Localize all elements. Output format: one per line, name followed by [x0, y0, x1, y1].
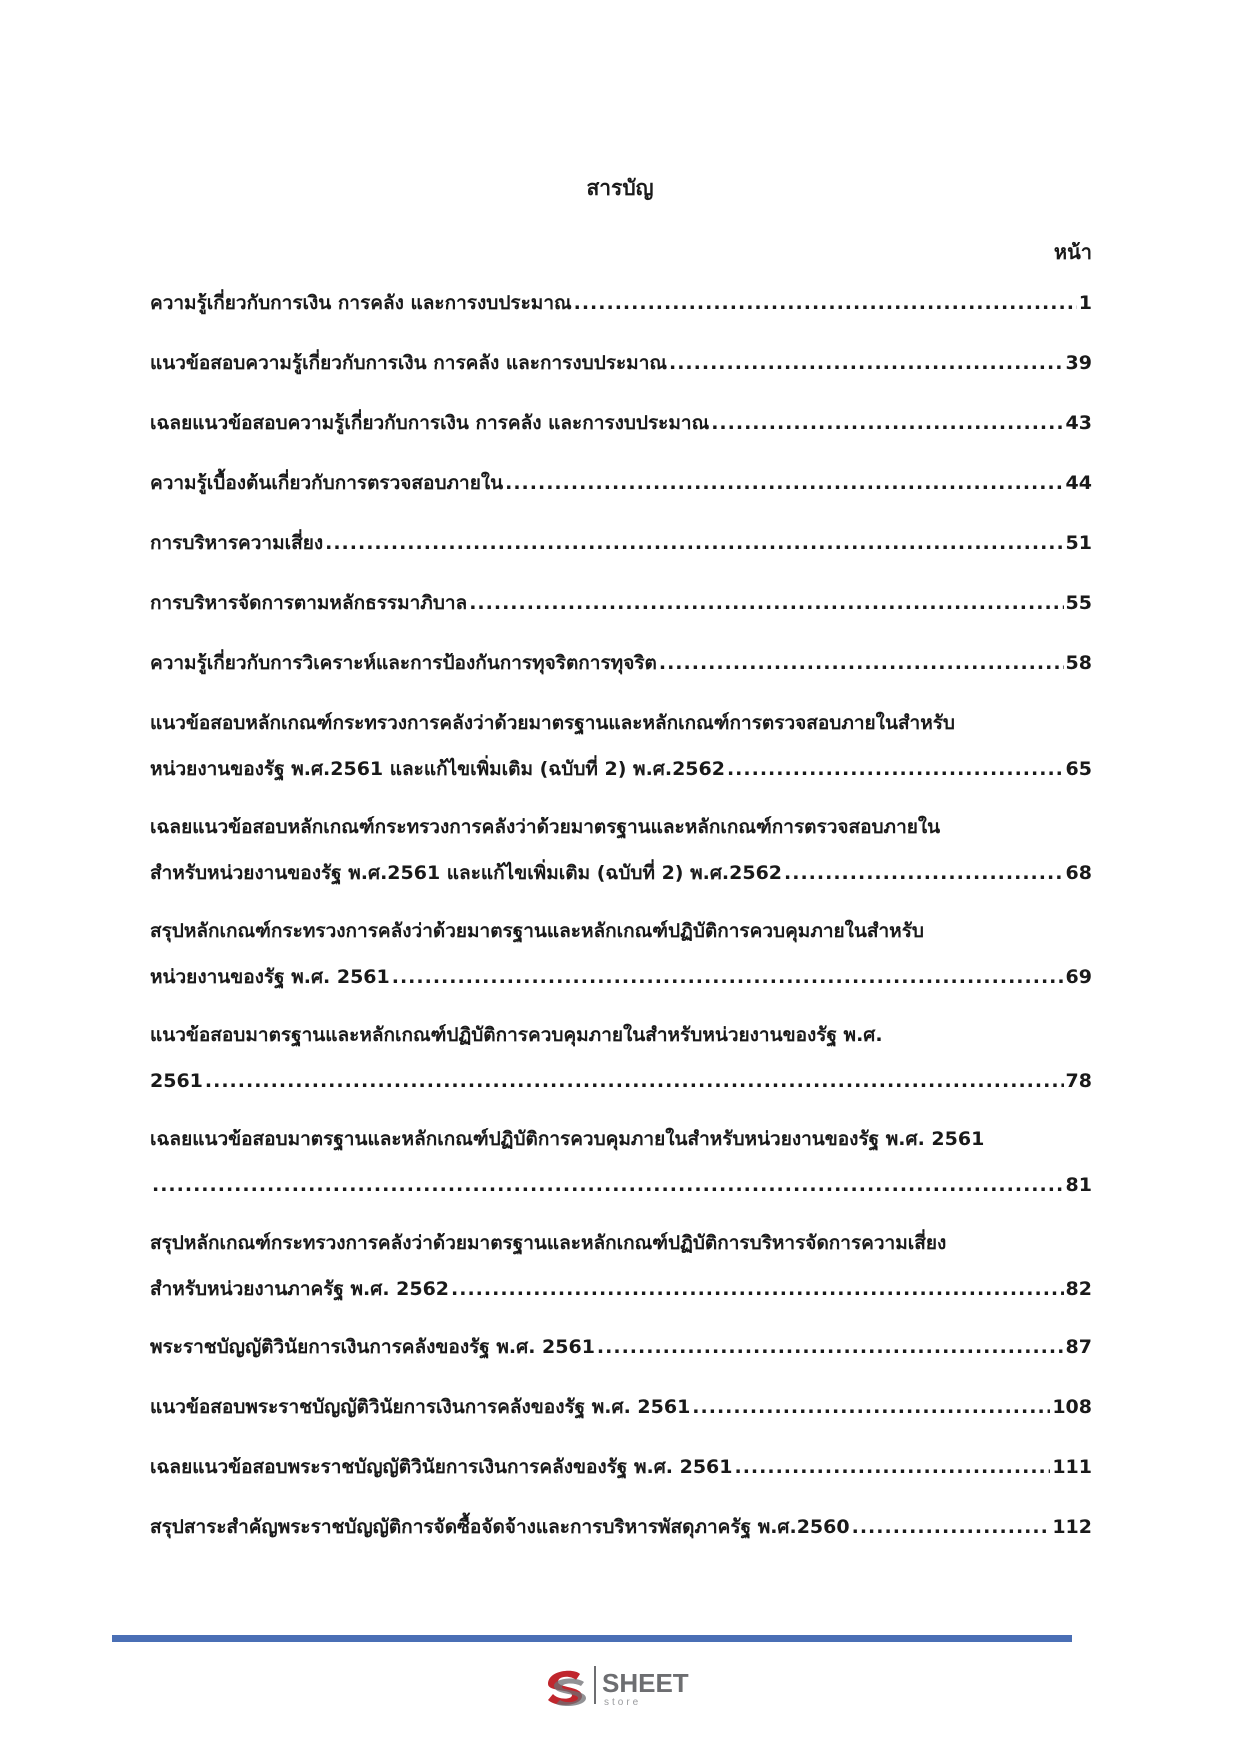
- toc-line: [150, 1058, 1092, 1104]
- toc-entry-title: แนวข้อสอบมาตรฐานและหลักเกณฑ์ปฏิบัติการควบคุมภายในสำหรับหน่วยงานของรัฐ พ.ศ.: [150, 1024, 883, 1046]
- toc-line: [150, 908, 1092, 954]
- toc-entry-title: หน่วยงานของรัฐ พ.ศ. 2561: [150, 966, 390, 988]
- toc-line: [150, 280, 1092, 326]
- toc-entry: [150, 1324, 1092, 1384]
- toc-entry: [150, 1444, 1092, 1504]
- toc-page-number: 39: [1065, 352, 1092, 374]
- toc-entry-title: ความรู้เกี่ยวกับการเงิน การคลัง และการงบประมาณ: [150, 292, 572, 314]
- toc-entry-title: หน่วยงานของรัฐ พ.ศ.2561 และแก้ไขเพิ่มเติม (ฉบับที่ 2) พ.ศ.2562: [150, 758, 725, 780]
- toc-line: [150, 954, 1092, 1000]
- toc-entry: [150, 1012, 1092, 1116]
- table-of-contents: [150, 280, 1092, 1564]
- toc-leader-dots: [784, 850, 1064, 896]
- toc-leader-dots: [205, 1058, 1064, 1104]
- toc-line: [150, 1324, 1092, 1370]
- toc-leader-dots: [392, 954, 1064, 1000]
- toc-line: [150, 580, 1092, 626]
- toc-line: [150, 400, 1092, 446]
- toc-entry-title: เฉลยแนวข้อสอบหลักเกณฑ์กระทรวงการคลังว่าด้วยมาตรฐานและหลักเกณฑ์การตรวจสอบภายใน: [150, 816, 941, 838]
- toc-entry-title: แนวข้อสอบหลักเกณฑ์กระทรวงการคลังว่าด้วยมาตรฐานและหลักเกณฑ์การตรวจสอบภายในสำหรับ: [150, 712, 955, 734]
- toc-entry: [150, 520, 1092, 580]
- toc-entry-title: สำหรับหน่วยงานของรัฐ พ.ศ.2561 และแก้ไขเพิ่มเติม (ฉบับที่ 2) พ.ศ.2562: [150, 862, 783, 884]
- toc-page-number: 44: [1065, 472, 1092, 494]
- toc-entry: [150, 460, 1092, 520]
- toc-line: [150, 746, 1092, 792]
- toc-entry-title: พระราชบัญญัติวินัยการเงินการคลังของรัฐ พ.ศ. 2561: [150, 1336, 595, 1358]
- sheet-store-logo: [540, 1660, 710, 1710]
- toc-leader-dots: [692, 1384, 1050, 1430]
- toc-page-number: 1: [1078, 292, 1092, 314]
- toc-leader-dots: [325, 520, 1063, 566]
- toc-line: [150, 850, 1092, 896]
- toc-entry: [150, 640, 1092, 700]
- toc-entry-title: เฉลยแนวข้อสอบความรู้เกี่ยวกับการเงิน การคลัง และการงบประมาณ: [150, 412, 710, 434]
- toc-page-number: 111: [1052, 1456, 1092, 1478]
- toc-entry-title: ความรู้เบื้องต้นเกี่ยวกับการตรวจสอบภายใน: [150, 472, 504, 494]
- toc-page-number: 108: [1052, 1396, 1092, 1418]
- toc-leader-dots: [152, 1162, 1064, 1208]
- toc-page-number: 81: [1065, 1174, 1092, 1196]
- toc-leader-dots: [659, 640, 1064, 686]
- toc-entry: [150, 400, 1092, 460]
- footer-divider: [112, 1635, 1072, 1642]
- toc-page-number: 55: [1065, 592, 1092, 614]
- toc-leader-dots: [451, 1266, 1064, 1312]
- logo-subtext: store: [604, 1697, 642, 1708]
- toc-leader-dots: [711, 400, 1063, 446]
- toc-leader-dots: [505, 460, 1063, 506]
- toc-line: [150, 1220, 1092, 1266]
- toc-leader-dots: [735, 1444, 1051, 1490]
- toc-line: [150, 460, 1092, 506]
- toc-entry: [150, 340, 1092, 400]
- toc-entry: [150, 700, 1092, 804]
- toc-page-number: 68: [1065, 862, 1092, 884]
- toc-line: [150, 1012, 1092, 1058]
- toc-entry: [150, 1384, 1092, 1444]
- toc-entry: [150, 908, 1092, 1012]
- page-title: สารบัญ: [586, 176, 654, 200]
- toc-entry-title: การบริหารความเสี่ยง: [150, 532, 324, 554]
- toc-leader-dots: [597, 1324, 1064, 1370]
- toc-page-number: 58: [1065, 652, 1092, 674]
- toc-entry-title: ความรู้เกี่ยวกับการวิเคราะห์และการป้องกันการทุจริตการทุจริต: [150, 652, 657, 674]
- toc-page-number: 82: [1065, 1278, 1092, 1300]
- toc-page-number: 51: [1065, 532, 1092, 554]
- toc-leader-dots: [469, 580, 1063, 626]
- toc-line: [150, 1162, 1092, 1208]
- toc-entry-title: เฉลยแนวข้อสอบมาตรฐานและหลักเกณฑ์ปฏิบัติการควบคุมภายในสำหรับหน่วยงานของรัฐ พ.ศ. 2561: [150, 1128, 985, 1150]
- toc-entry-title: สรุปหลักเกณฑ์กระทรวงการคลังว่าด้วยมาตรฐานและหลักเกณฑ์ปฏิบัติการควบคุมภายในสำหรับ: [150, 920, 924, 942]
- toc-line: [150, 1116, 1092, 1162]
- toc-leader-dots: [669, 340, 1064, 386]
- toc-line: [150, 804, 1092, 850]
- toc-page-number: 43: [1065, 412, 1092, 434]
- toc-line: [150, 640, 1092, 686]
- toc-entry: [150, 1116, 1092, 1220]
- toc-leader-dots: [574, 280, 1077, 326]
- toc-leader-dots: [852, 1504, 1051, 1550]
- toc-entry-title: สรุปสาระสำคัญพระราชบัญญัติการจัดซื้อจัดจ้างและการบริหารพัสดุภาครัฐ พ.ศ.2560: [150, 1516, 850, 1538]
- logo-wordmark: SHEET: [602, 1668, 689, 1698]
- toc-entry-title: 2561: [150, 1070, 203, 1092]
- toc-line: [150, 1504, 1092, 1550]
- toc-entry: [150, 580, 1092, 640]
- toc-line: [150, 1384, 1092, 1430]
- toc-line: [150, 700, 1092, 746]
- toc-entry: [150, 1220, 1092, 1324]
- toc-leader-dots: [727, 746, 1064, 792]
- toc-entry: [150, 804, 1092, 908]
- toc-page-number: 112: [1052, 1516, 1092, 1538]
- toc-entry: [150, 1504, 1092, 1564]
- toc-page-number: 65: [1065, 758, 1092, 780]
- s-logo-icon: [548, 1671, 586, 1706]
- toc-page-number: 69: [1065, 966, 1092, 988]
- toc-page-number: 87: [1065, 1336, 1092, 1358]
- toc-line: [150, 340, 1092, 386]
- toc-line: [150, 1444, 1092, 1490]
- toc-entry-title: การบริหารจัดการตามหลักธรรมาภิบาล: [150, 592, 468, 614]
- toc-entry-title: แนวข้อสอบพระราชบัญญัติวินัยการเงินการคลังของรัฐ พ.ศ. 2561: [150, 1396, 691, 1418]
- toc-page-number: 78: [1065, 1070, 1092, 1092]
- toc-entry-title: แนวข้อสอบความรู้เกี่ยวกับการเงิน การคลัง และการงบประมาณ: [150, 352, 667, 374]
- toc-line: [150, 520, 1092, 566]
- page-number-column-header: หน้า: [1053, 240, 1092, 264]
- toc-line: [150, 1266, 1092, 1312]
- toc-entry-title: สรุปหลักเกณฑ์กระทรวงการคลังว่าด้วยมาตรฐานและหลักเกณฑ์ปฏิบัติการบริหารจัดการความเสี่ยง: [150, 1232, 947, 1254]
- toc-entry: [150, 280, 1092, 340]
- toc-entry-title: สำหรับหน่วยงานภาครัฐ พ.ศ. 2562: [150, 1278, 450, 1300]
- toc-entry-title: เฉลยแนวข้อสอบพระราชบัญญัติวินัยการเงินการคลังของรัฐ พ.ศ. 2561: [150, 1456, 733, 1478]
